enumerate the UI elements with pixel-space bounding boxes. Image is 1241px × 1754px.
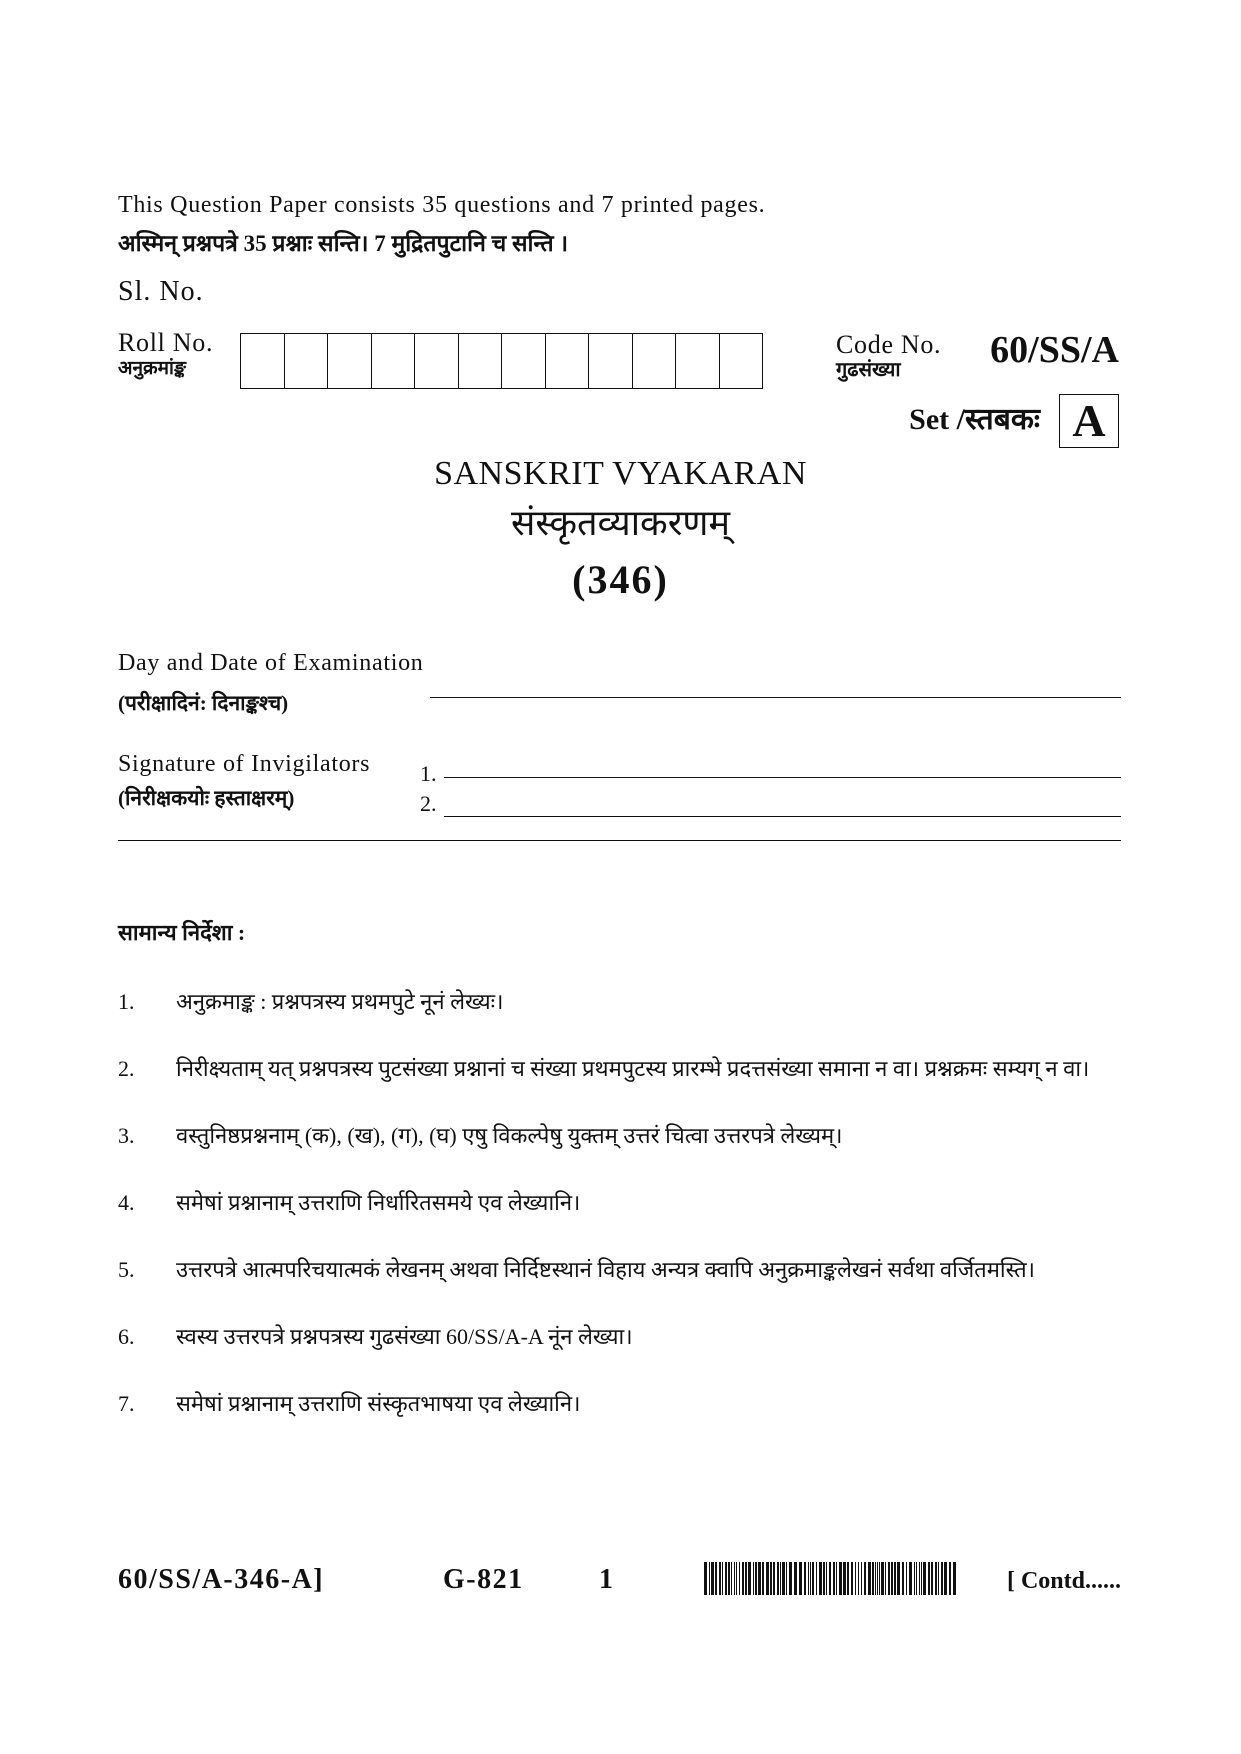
- invigilator-slot-number: 2.: [420, 791, 437, 816]
- barcode-bar: [879, 1562, 880, 1595]
- barcode-bar: [891, 1562, 893, 1595]
- barcode-bar: [906, 1562, 907, 1595]
- barcode-bar: [762, 1562, 764, 1595]
- barcode-bar: [877, 1562, 878, 1595]
- barcode-bar: [829, 1562, 831, 1595]
- instruction-item: [118, 1050, 1121, 1087]
- invigilators-label: Signature of Invigilators: [118, 751, 371, 777]
- barcode-bar: [919, 1562, 920, 1595]
- barcode-bar: [833, 1562, 835, 1595]
- invigilator-slot-number: 1.: [420, 761, 437, 786]
- instruction-text: अनुक्रमाङ्क : प्रश्नपत्रस्य प्रथमपुटे नूनं लेख्यः।: [176, 989, 504, 1014]
- barcode-bar: [826, 1562, 827, 1595]
- barcode-bar: [719, 1562, 721, 1595]
- barcode-bar: [755, 1562, 757, 1595]
- barcode-bar: [770, 1562, 772, 1595]
- instruction-number: 4.: [118, 1190, 135, 1215]
- exam-date-label: Day and Date of Examination: [118, 650, 424, 676]
- barcode-bar: [923, 1562, 926, 1595]
- subject-title: SANSKRIT VYAKARAN: [434, 455, 807, 492]
- barcode: [704, 1562, 958, 1595]
- barcode-bar: [758, 1562, 761, 1595]
- barcode-bar: [885, 1562, 886, 1595]
- barcode-bar: [909, 1562, 912, 1595]
- footer-page-number: 1: [599, 1564, 615, 1595]
- instruction-text: उत्तरपत्रे आत्मपरिचयात्मकं लेखनम् अथवा निर्दिष्टस्थानं विहाय अन्यत्र क्वापि अनुक्रमाङ्कलेखनं सर्वथा वर्जितमस्ति।: [176, 1257, 1036, 1282]
- roll-digit-cell: [502, 334, 546, 388]
- roll-digit-cell: [589, 334, 633, 388]
- barcode-bar: [808, 1562, 809, 1595]
- barcode-bar: [812, 1562, 814, 1595]
- invigilator-signature-field: [444, 753, 1121, 778]
- serial-number-label: Sl. No.: [118, 276, 204, 307]
- paper-info-sanskrit: अस्मिन् प्रश्नपत्रे 35 प्रश्नाः सन्ति। 7 मुद्रितपुटानि च सन्ति ।: [118, 231, 569, 256]
- instruction-number: 3.: [118, 1123, 135, 1148]
- barcode-bar: [799, 1562, 802, 1595]
- section-divider: [118, 840, 1121, 841]
- barcode-bar: [855, 1562, 856, 1595]
- barcode-bar: [819, 1562, 822, 1595]
- barcode-bar: [868, 1562, 871, 1595]
- footer-continued: [ Contd......: [1006, 1568, 1121, 1594]
- barcode-bar: [861, 1562, 862, 1595]
- code-number-label-sanskrit: गुढसंख्या: [836, 359, 901, 381]
- roll-digit-cell: [328, 334, 372, 388]
- footer-series: G-821: [443, 1564, 524, 1595]
- invigilator-signature-field: [444, 792, 1121, 817]
- barcode-bar: [745, 1562, 747, 1595]
- barcode-bar: [823, 1562, 825, 1595]
- instruction-text: स्वस्य उत्तरपत्रे प्रश्नपत्रस्य गुढसंख्या 60/SS/A-A नूंन लेख्या।: [176, 1324, 633, 1349]
- barcode-bar: [722, 1562, 723, 1595]
- roll-digit-cell: [372, 334, 416, 388]
- barcode-bar: [782, 1562, 785, 1595]
- barcode-bar: [810, 1562, 811, 1595]
- barcode-bar: [843, 1562, 846, 1595]
- barcode-bar: [914, 1562, 915, 1595]
- barcode-bar: [742, 1562, 744, 1595]
- paper-info-english: This Question Paper consists 35 questions and 7 printed pages.: [118, 192, 766, 218]
- barcode-bar: [938, 1562, 939, 1595]
- barcode-bar: [941, 1562, 943, 1595]
- instruction-number: 1.: [118, 989, 135, 1014]
- instruction-item: [118, 1385, 1121, 1422]
- barcode-bar: [739, 1562, 740, 1595]
- barcode-bar: [881, 1562, 884, 1595]
- instruction-item: [118, 1184, 1121, 1221]
- footer-paper-code: 60/SS/A-346-A]: [118, 1564, 325, 1595]
- barcode-bar: [780, 1562, 781, 1595]
- instruction-item: [118, 1251, 1121, 1288]
- instruction-number: 7.: [118, 1391, 135, 1416]
- barcode-bar: [847, 1562, 849, 1595]
- barcode-bar: [777, 1562, 779, 1595]
- barcode-bar: [725, 1562, 727, 1595]
- barcode-bar: [711, 1562, 714, 1595]
- barcode-bar: [916, 1562, 917, 1595]
- barcode-bar: [897, 1562, 900, 1595]
- roll-digit-cell: [720, 334, 763, 388]
- roll-digit-cell: [415, 334, 459, 388]
- barcode-bar: [953, 1562, 956, 1595]
- roll-digit-cell: [633, 334, 677, 388]
- roll-digit-cell: [285, 334, 329, 388]
- roll-digit-cell: [459, 334, 503, 388]
- exam-date-label-sanskrit: (परीक्षादिनं: दिनाङ्कश्च): [118, 691, 289, 715]
- barcode-bar: [709, 1562, 710, 1595]
- barcode-bar: [864, 1562, 866, 1595]
- barcode-bar: [704, 1562, 707, 1595]
- roll-digit-cell: [676, 334, 720, 388]
- barcode-bar: [944, 1562, 947, 1595]
- set-label: Set /स्तबकः: [909, 403, 1040, 436]
- barcode-bar: [736, 1562, 737, 1595]
- barcode-bar: [851, 1562, 853, 1595]
- barcode-bar: [902, 1562, 904, 1595]
- code-number-value: 60/SS/A: [990, 329, 1119, 371]
- barcode-bar: [786, 1562, 787, 1595]
- barcode-bar: [753, 1562, 754, 1595]
- barcode-bar: [935, 1562, 937, 1595]
- roll-number-label-sanskrit: अनुक्रमांङ्क: [118, 358, 186, 379]
- barcode-bar: [748, 1562, 751, 1595]
- instruction-text: समेषां प्रश्नानाम् उत्तराणि संस्कृतभाषया एव लेख्यानि।: [176, 1391, 581, 1416]
- barcode-bar: [816, 1562, 817, 1595]
- barcode-bar: [921, 1562, 922, 1595]
- instructions-heading: सामान्य निर्देशा :: [118, 920, 246, 945]
- instruction-text: वस्तुनिष्ठप्रश्ननाम् (क), (ख), (ग), (घ) एषु विकल्पेषु युक्तम् उत्तरं चित्वा उत्तरपत्रे लेख्यम्।: [176, 1123, 843, 1148]
- instruction-item: [118, 1117, 1121, 1154]
- instruction-text: समेषां प्रश्नानाम् उत्तराणि निर्धारितसमये एव लेख्यानि।: [176, 1190, 581, 1215]
- barcode-bar: [731, 1562, 732, 1595]
- set-box: [1059, 394, 1119, 448]
- instructions-list: [118, 983, 1121, 1452]
- roll-digit-cell: [241, 334, 285, 388]
- barcode-bar: [894, 1562, 896, 1595]
- instruction-item: [118, 983, 1121, 1020]
- instruction-number: 5.: [118, 1257, 135, 1282]
- barcode-bar: [858, 1562, 859, 1595]
- instruction-number: 6.: [118, 1324, 135, 1349]
- barcode-bar: [734, 1562, 735, 1595]
- barcode-bar: [773, 1562, 775, 1595]
- barcode-bar: [949, 1562, 951, 1595]
- roll-number-boxes: [240, 333, 763, 389]
- barcode-bar: [888, 1562, 890, 1595]
- barcode-bar: [839, 1562, 842, 1595]
- subject-code: (346): [572, 557, 669, 602]
- set-value: A: [1072, 395, 1106, 446]
- barcode-bar: [789, 1562, 792, 1595]
- roll-digit-cell: [546, 334, 590, 388]
- barcode-bar: [715, 1562, 717, 1595]
- subject-title-sanskrit: संस्कृतव्याकरणम्: [511, 503, 730, 543]
- invigilators-label-sanskrit: (निरीक्षकयोः हस्ताक्षरम्): [118, 786, 295, 810]
- barcode-bar: [804, 1562, 806, 1595]
- instruction-text: निरीक्ष्यताम् यत् प्रश्नपत्रस्य पुटसंख्या प्रश्नानां च संख्या प्रथमपुटस्य प्रारम्भे प्रदत्तसंख्या समाना न वा। प्रश्नक्रमः सम्यग् न वा।: [176, 1056, 1090, 1081]
- barcode-bar: [931, 1562, 933, 1595]
- instruction-number: 2.: [118, 1056, 135, 1081]
- roll-number-label: Roll No.: [118, 328, 214, 357]
- barcode-bar: [766, 1562, 769, 1595]
- barcode-bar: [875, 1562, 876, 1595]
- barcode-bar: [836, 1562, 837, 1595]
- barcode-bar: [928, 1562, 930, 1595]
- barcode-bar: [872, 1562, 874, 1595]
- instruction-item: [118, 1318, 1121, 1355]
- barcode-bar: [728, 1562, 730, 1595]
- exam-date-field: [430, 673, 1121, 698]
- barcode-bar: [794, 1562, 797, 1595]
- code-number-label: Code No.: [836, 330, 942, 359]
